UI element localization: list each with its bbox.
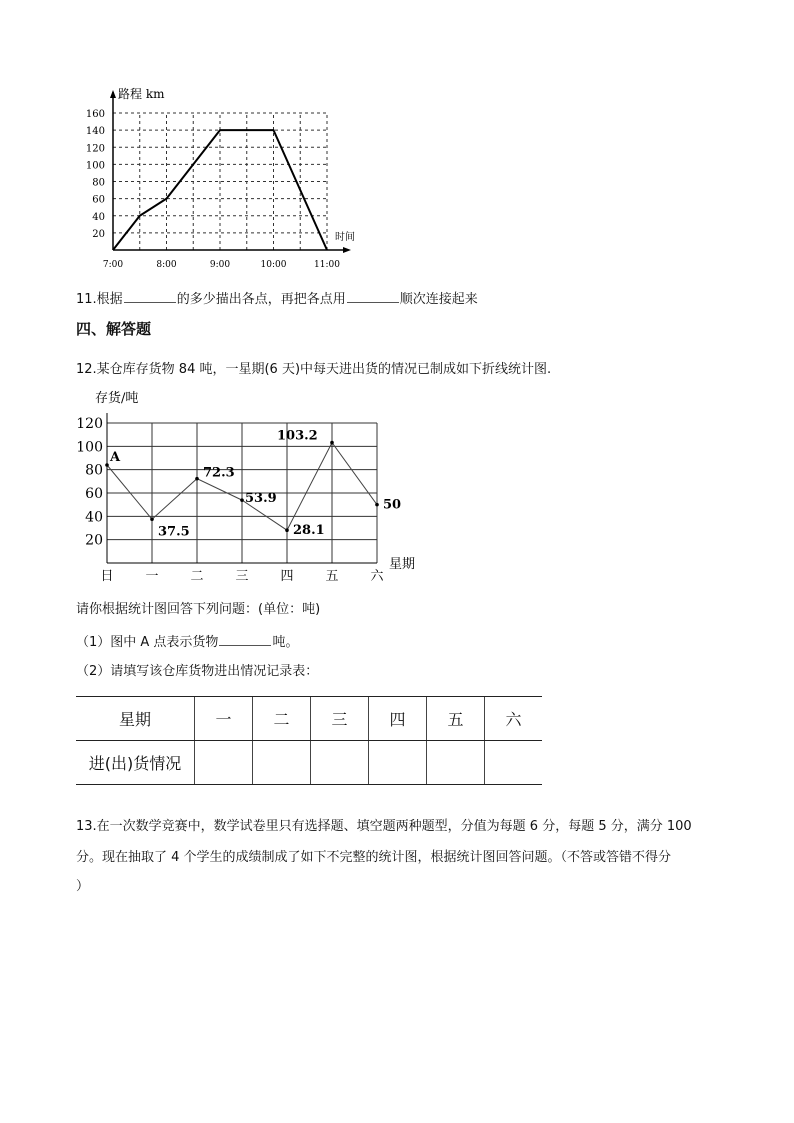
y-tick-label: 40 xyxy=(85,509,103,526)
x-tick-label: 7:00 xyxy=(102,260,124,270)
x-axis-label: 星期 xyxy=(389,557,416,572)
x-tick-label: 三 xyxy=(235,569,249,584)
question-13-line3: ） xyxy=(76,879,90,894)
inventory-chart xyxy=(60,380,420,590)
data-point xyxy=(105,463,109,467)
series-line xyxy=(113,130,327,250)
table-cell: 六 xyxy=(485,697,543,741)
data-label: A xyxy=(110,450,121,465)
y-tick-label: 120 xyxy=(76,416,103,432)
x-tick-label: 10:00 xyxy=(260,260,287,270)
q11-prefix: 11.根据 xyxy=(76,292,123,307)
answer-cell[interactable] xyxy=(195,741,253,785)
x-tick-label: 二 xyxy=(190,569,204,584)
y-tick-label: 20 xyxy=(92,228,105,240)
question-12-sub2: （2）请填写该仓库货物进出情况记录表： xyxy=(76,664,319,679)
answer-blank[interactable] xyxy=(219,633,271,646)
data-label: 103.2 xyxy=(277,428,318,444)
data-label: 72.3 xyxy=(203,465,235,481)
question-13-line2: 分。现在抽取了 4 个学生的成绩制成了如下不完整的统计图，根据统计图回答问题。（不答或答错不得分 xyxy=(76,850,672,865)
y-tick-label: 160 xyxy=(85,109,105,120)
x-tick-label: 六 xyxy=(370,569,384,584)
answer-blank[interactable] xyxy=(347,290,399,303)
y-axis-arrow xyxy=(110,90,116,98)
table-cell: 五 xyxy=(427,697,485,741)
table-cell: 三 xyxy=(311,697,369,741)
x-tick-label: 五 xyxy=(325,569,339,584)
sub1-prefix: （1）图中 A 点表示货物 xyxy=(76,635,219,650)
data-point xyxy=(240,498,244,502)
question-12-intro: 12.某仓库存货物 84 吨，一星期(6 天)中每天进出货的情况已制成如下折线统计图. xyxy=(76,362,552,377)
x-tick-label: 一 xyxy=(145,569,159,584)
question-12-ask: 请你根据统计图回答下列问题：(单位：吨) xyxy=(76,602,321,617)
distance-time-chart xyxy=(70,80,360,280)
y-tick-label: 60 xyxy=(85,486,103,502)
sub1-suffix: 吨。 xyxy=(272,635,299,650)
y-tick-label: 80 xyxy=(92,177,105,189)
answer-cell[interactable] xyxy=(253,741,311,785)
y-tick-label: 140 xyxy=(85,126,105,138)
question-11 xyxy=(76,290,478,308)
y-tick-label: 20 xyxy=(85,532,103,549)
y-tick-label: 40 xyxy=(92,211,105,223)
table-cell: 一 xyxy=(195,697,253,741)
question-12-sub1 xyxy=(76,633,298,651)
answer-cell[interactable] xyxy=(485,741,543,785)
x-tick-label: 9:00 xyxy=(209,260,231,270)
q11-suffix: 顺次连接起来 xyxy=(399,292,478,307)
q11-middle: 的多少描出各点，再把各点用 xyxy=(176,292,346,307)
table-row-label: 进(出)货情况 xyxy=(76,741,195,785)
x-tick-label: 日 xyxy=(100,569,114,584)
answer-cell[interactable] xyxy=(427,741,485,785)
table-row xyxy=(76,741,542,785)
x-tick-label: 11:00 xyxy=(314,260,340,270)
y-tick-label: 60 xyxy=(92,194,105,206)
data-label: 53.9 xyxy=(245,491,277,507)
section-heading: 四、解答题 xyxy=(76,320,152,338)
answer-cell[interactable] xyxy=(311,741,369,785)
data-label: 50 xyxy=(383,497,402,513)
y-axis-label: 存货/吨 xyxy=(95,391,139,406)
x-axis-arrow xyxy=(343,247,351,253)
y-tick-label: 100 xyxy=(76,439,103,456)
data-label: 28.1 xyxy=(293,523,325,539)
y-tick-label: 100 xyxy=(85,160,105,172)
data-point xyxy=(375,503,379,507)
answer-blank[interactable] xyxy=(124,290,176,303)
question-13-line1: 13.在一次数学竞赛中，数学试卷里只有选择题、填空题两种题型，分值为每题 6 分，每题 5 分，满分 100 xyxy=(76,819,692,834)
data-point xyxy=(330,441,334,445)
x-tick-label: 8:00 xyxy=(156,260,177,270)
x-tick-label: 四 xyxy=(280,569,294,584)
data-point xyxy=(150,517,154,521)
y-axis-label: 路程 km xyxy=(118,87,165,101)
table-cell: 星期 xyxy=(76,697,195,741)
y-tick-label: 80 xyxy=(85,462,103,479)
record-table xyxy=(76,696,542,785)
table-cell: 四 xyxy=(369,697,427,741)
table-cell: 二 xyxy=(253,697,311,741)
data-point xyxy=(285,528,289,532)
data-label: 37.5 xyxy=(158,524,190,540)
answer-cell[interactable] xyxy=(369,741,427,785)
y-tick-label: 120 xyxy=(85,143,105,155)
x-axis-label: 时间 xyxy=(335,232,355,243)
table-header-row xyxy=(76,697,542,741)
data-point xyxy=(195,477,199,481)
